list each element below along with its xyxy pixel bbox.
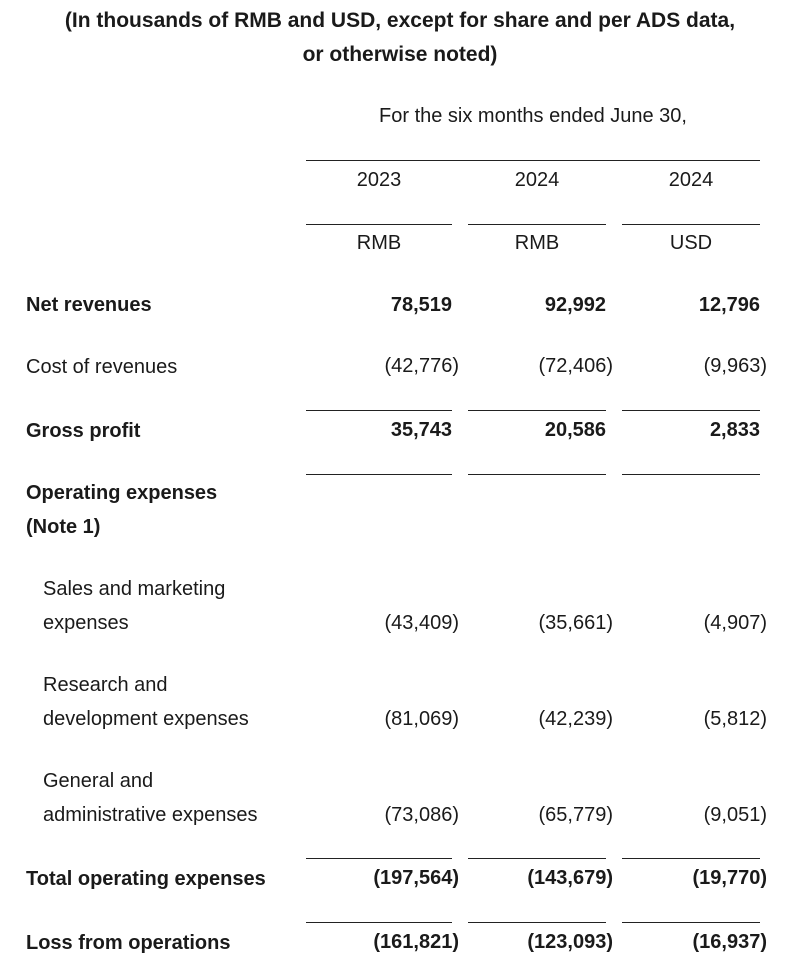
gross-profit-2024-rmb: 20,586 xyxy=(544,419,606,441)
year-rule-3 xyxy=(622,224,760,225)
opex-total-rule-3 xyxy=(622,858,760,859)
opex-total-rule-2 xyxy=(468,858,606,859)
loss-from-operations-2024-usd: (16,937) xyxy=(692,931,767,953)
research-development-2023-rmb: (81,069) xyxy=(384,708,459,730)
net-revenues-2024-rmb: 92,992 xyxy=(544,294,606,316)
subtotal-rule-3 xyxy=(622,410,760,411)
sales-marketing-2024-usd: (4,907) xyxy=(703,612,767,634)
column-year-1: 2023 xyxy=(356,169,402,191)
subtotal-rule-1 xyxy=(306,410,452,411)
opex-total-rule-1 xyxy=(306,858,452,859)
row-label-loss-from-operations: Loss from operations xyxy=(26,932,231,954)
row-label-general-admin-2: administrative expenses xyxy=(43,804,258,826)
column-currency-2: RMB xyxy=(514,232,560,254)
column-currency-1: RMB xyxy=(356,232,402,254)
row-label-general-admin-1: General and xyxy=(43,770,154,792)
column-year-2: 2024 xyxy=(514,169,560,191)
header-rule-top xyxy=(306,160,760,161)
row-label-cost-of-revenues: Cost of revenues xyxy=(26,356,178,378)
year-rule-2 xyxy=(468,224,606,225)
gross-profit-2024-usd: 2,833 xyxy=(709,419,760,441)
cost-of-revenues-2024-rmb: (72,406) xyxy=(538,355,613,377)
row-label-sales-marketing-1: Sales and marketing xyxy=(43,578,226,600)
gross-profit-2023-rmb: 35,743 xyxy=(390,419,452,441)
loss-rule-2 xyxy=(468,922,606,923)
research-development-2024-usd: (5,812) xyxy=(703,708,767,730)
row-label-research-development-2: development expenses xyxy=(43,708,249,730)
total-opex-2024-rmb: (143,679) xyxy=(527,867,613,889)
year-rule-1 xyxy=(306,224,452,225)
operating-expenses-note: (Note 1) xyxy=(26,516,101,538)
sales-marketing-2023-rmb: (43,409) xyxy=(384,612,459,634)
column-year-3: 2024 xyxy=(668,169,714,191)
row-label-net-revenues: Net revenues xyxy=(26,294,152,316)
gross-profit-rule-3 xyxy=(622,474,760,475)
row-label-sales-marketing-2: expenses xyxy=(43,612,129,634)
cost-of-revenues-2024-usd: (9,963) xyxy=(703,355,767,377)
cost-of-revenues-2023-rmb: (42,776) xyxy=(384,355,459,377)
table-caption-line-1: (In thousands of RMB and USD, except for share and per ADS data, xyxy=(64,9,736,32)
net-revenues-2024-usd: 12,796 xyxy=(698,294,760,316)
row-label-gross-profit: Gross profit xyxy=(26,420,141,442)
loss-rule-1 xyxy=(306,922,452,923)
row-label-total-operating-expenses: Total operating expenses xyxy=(26,868,266,890)
total-opex-2023-rmb: (197,564) xyxy=(373,867,459,889)
general-admin-2023-rmb: (73,086) xyxy=(384,804,459,826)
table-caption-line-2: or otherwise noted) xyxy=(302,43,498,66)
column-currency-3: USD xyxy=(669,232,713,254)
general-admin-2024-usd: (9,051) xyxy=(703,804,767,826)
sales-marketing-2024-rmb: (35,661) xyxy=(538,612,613,634)
gross-profit-rule-2 xyxy=(468,474,606,475)
general-admin-2024-rmb: (65,779) xyxy=(538,804,613,826)
loss-rule-3 xyxy=(622,922,760,923)
loss-from-operations-2024-rmb: (123,093) xyxy=(527,931,613,953)
gross-profit-rule-1 xyxy=(306,474,452,475)
research-development-2024-rmb: (42,239) xyxy=(538,708,613,730)
net-revenues-2023-rmb: 78,519 xyxy=(390,294,452,316)
period-header: For the six months ended June 30, xyxy=(379,105,687,127)
subtotal-rule-2 xyxy=(468,410,606,411)
total-opex-2024-usd: (19,770) xyxy=(692,867,767,889)
loss-from-operations-2023-rmb: (161,821) xyxy=(373,931,459,953)
operating-expenses-heading: Operating expenses xyxy=(26,482,218,504)
row-label-research-development-1: Research and xyxy=(43,674,168,696)
